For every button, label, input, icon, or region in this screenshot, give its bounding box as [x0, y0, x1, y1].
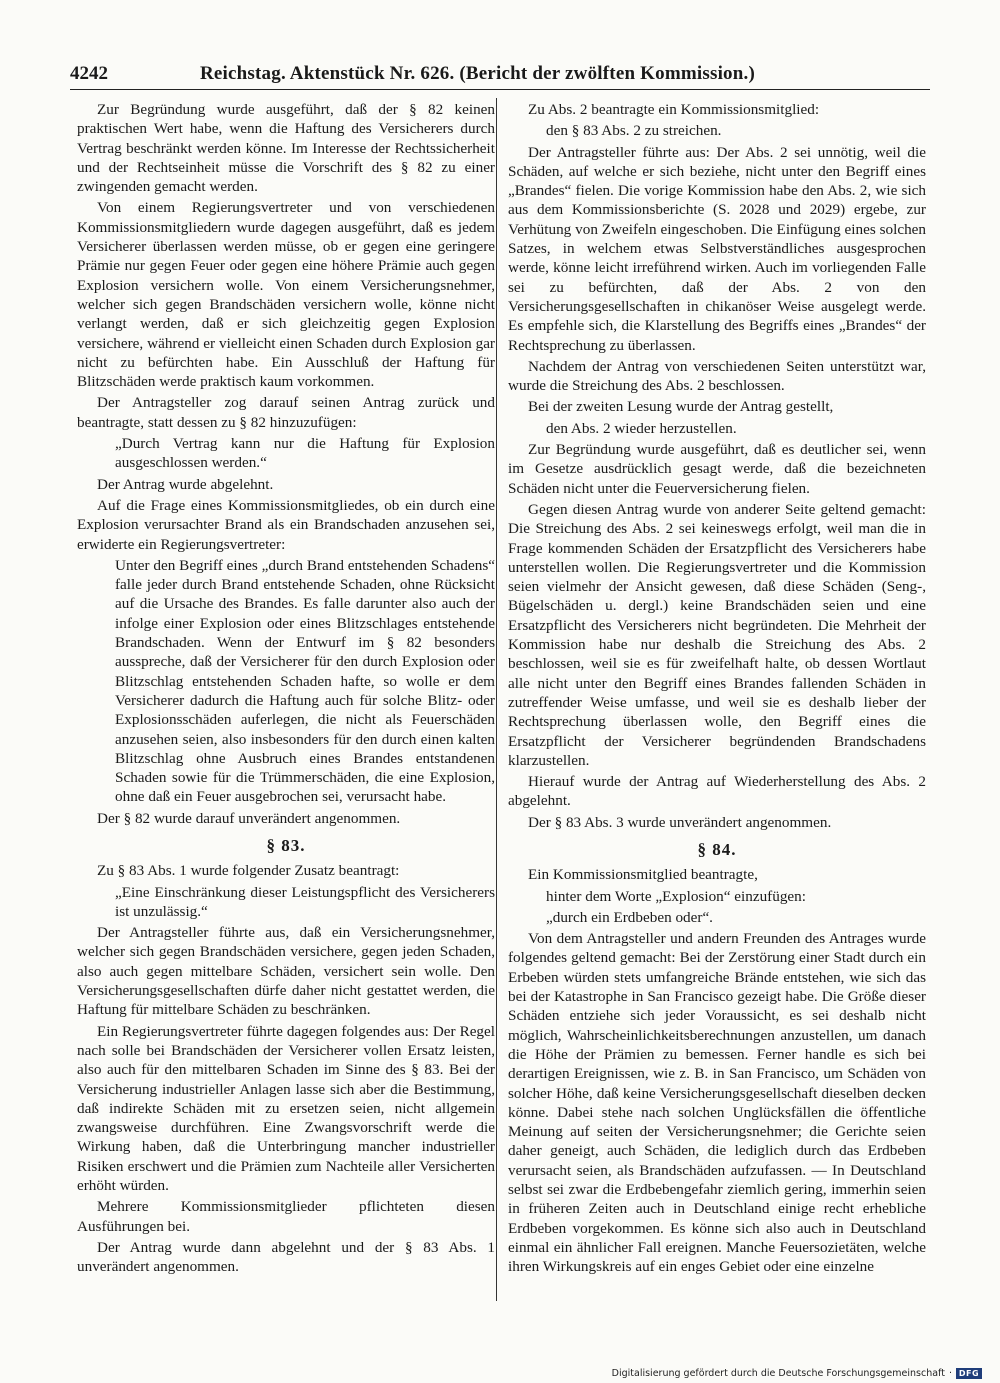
quoted-motion: den § 83 Abs. 2 zu streichen.	[546, 122, 722, 140]
paragraph: Zur Begründung wurde ausgeführt, daß es deutlicher sei, wenn im Gesetze ausdrücklich gesagt werde, daß die bezeichneten Schäden nicht unter die Feuerversicherung fielen.	[508, 441, 926, 497]
quoted-motion: „Durch Vertrag kann nur die Haftung für Explosion ausgeschlossen werden.“	[115, 435, 495, 472]
paragraph: Der Antragsteller führte aus, daß ein Versicherungsnehmer, welcher sich gegen Brandschäden versichere, gegen jeden Schaden, also auch gegen mittelbare Schäden, versichert sein wolle. Den Versicherungsgesellschaften dürfe daher nicht gestattet werden, die Haftung für mittelbare Schäden zu beschränken.	[77, 924, 495, 1019]
section-heading: § 84.	[697, 839, 737, 859]
paragraph: Ein Kommissionsmitglied beantragte,	[528, 866, 758, 884]
paragraph: Hierauf wurde der Antrag auf Wiederherstellung des Abs. 2 abgelehnt.	[508, 773, 926, 810]
page-number: 4242	[70, 63, 108, 84]
paragraph: Auf die Frage eines Kommissionsmitgliedes, ob ein durch eine Explosion verursachter Brand als ein Brandschaden anzusehen sei, erwiderte ein Regierungsvertreter:	[77, 496, 495, 553]
credit-text: Digitalisierung gefördert durch die Deutsche Forschungsgemeinschaft	[611, 1367, 945, 1379]
digitization-credit: Digitalisierung gefördert durch die Deutsche Forschungsgemeinschaft · DFG	[612, 1366, 982, 1380]
right-column	[508, 100, 926, 1279]
paragraph: Zur Begründung wurde ausgeführt, daß der § 82 keinen praktischen Wert habe, wenn die Haftung des Versicherers durch Vertrag beschränkt werden könne. Im Interesse der Rechtssicherheit und der Rechtseinheit müsse die Vorschrift des § 82 zu einer zwingenden gemacht werden.	[77, 101, 495, 196]
quoted-answer: Unter den Begriff eines „durch Brand entstehenden Schadens“ falle jeder durch Brand entstehende Schaden, ohne Rücksicht auf die Ursache des Brandes. Es falle darunter also auch der infolge einer Explosion oder eines Blitzschlages entstehende Brandschaden. Wenn der Entwurf im § 82 besonders ausspreche, daß der Versicherer für den durch Explosion oder Blitzschlag entstehenden Schaden hafte, so wolle er dem Versicherer dadurch die Haftung auch für solche Blitz- oder Explosionsschäden auferlegen, die nicht als Feuerschäden anzusehen seien, also insbesonders für den durch einen kalten Blitzschlag ohne Ausbruch eines Brandes entstandenen Schaden sowie für die Trümmerschäden, die eine Explosion, ohne daß ein Feuer ausgebrochen sei, verursacht habe.	[115, 556, 495, 806]
paragraph: Von einem Regierungsvertreter und von verschiedenen Kommissionsmitgliedern wurde dagegen ausgeführt, daß es jedem Versicherer überlassen werden müsse, ob er gegen eine geringere Prämie nur gegen Feuer oder gegen eine höhere Prämie auch gegen Explosion versichern wolle. Von einem Versicherungsnehmer, welcher sich gegen Brandschäden versichern wolle, könne nicht verlangt werden, daß er sich gleichzeitig gegen Explosion versichere, während er vielleicht einen Schaden durch Explosion gar nicht zu befürchten habe. Ein Ausschluß der Haftung für Blitzschäden werde praktisch kaum vorkommen.	[77, 199, 495, 391]
paragraph: Mehrere Kommissionsmitglieder pflichteten diesen Ausführungen bei.	[77, 1198, 495, 1235]
quoted-motion: hinter dem Worte „Explosion“ einzufügen:	[546, 887, 806, 905]
section-heading: § 83.	[266, 835, 306, 855]
paragraph: Zu § 83 Abs. 1 wurde folgender Zusatz beantragt:	[97, 862, 400, 880]
running-title: Reichstag. Aktenstück Nr. 626. (Bericht der zwölften Kommission.)	[200, 63, 755, 84]
paragraph: Der § 82 wurde darauf unverändert angenommen.	[97, 809, 401, 827]
paragraph: Gegen diesen Antrag wurde von anderer Seite geltend gemacht: Die Streichung des Abs. 2 sei keineswegs erfolgt, weil man die in Frage kommenden Schäden der Ersatzpflicht des Versicherers habe unterstellen wollen. Die Regierungsvertreter und die Kommission seien vielmehr der Ansicht gewesen, daß diese Schäden (Seng-, Bügelschäden u. dergl.) keine Brandschäden seien und eine Ersatzpflicht des Versicherers nicht begründeten. Die Mehrheit der Kommission habe nur deshalb die Streichung des Abs. 2 beschlossen, weil sie es für zweifelhaft halte, ob dessen Wortlaut alle nicht unter den Begriff eines Brandes fallenden Schäden in zutreffender Weise umfasse, und weil sie es deshalb lieber der Rechtsprechung überlassen wolle, den Begriff eines die Ersatzpflicht der Versicherer begründenden Brandschadens klarzustellen.	[508, 500, 926, 769]
quoted-motion: „Eine Einschränkung dieser Leistungspflicht des Versicherers ist unzulässig.“	[115, 883, 495, 920]
page-header	[70, 63, 930, 90]
quoted-motion: den Abs. 2 wieder herzustellen.	[546, 419, 737, 437]
paragraph: Nachdem der Antrag von verschiedenen Seiten unterstützt war, wurde die Streichung des Abs. 2 beschlossen.	[508, 357, 926, 395]
paragraph: Der Antrag wurde abgelehnt.	[97, 475, 274, 493]
quoted-motion: „durch ein Erdbeben oder“.	[546, 908, 713, 926]
column-divider	[496, 98, 497, 1301]
paragraph: Der § 83 Abs. 3 wurde unverändert angenommen.	[528, 813, 832, 831]
paragraph: Der Antragsteller zog darauf seinen Antrag zurück und beantragte, statt dessen zu § 82 hinzuzufügen:	[77, 394, 495, 431]
paragraph: Der Antrag wurde dann abgelehnt und der § 83 Abs. 1 unverändert angenommen.	[77, 1238, 495, 1276]
paragraph: Der Antragsteller führte aus: Der Abs. 2 sei unnötig, weil die Schäden, auf welche er sich beziehe, nicht unter den Begriff eines „Brandes“ fielen. Die vorige Kommission habe den Abs. 2, wie sich aus dem Kommissionsberichte (S. 2028 und 2029) ergebe, zur Verhütung von Zweifeln eingeschoben. Die Einfügung eines solchen Satzes, in welchem etwas Selbstverständliches ausgesprochen werde, könne leicht irreführend wirken. Auch im vorliegenden Falle sei zu befürchten, daß der Abs. 2 von den Versicherungsgesellschaften in chikanöser Weise ausgelegt werde. Es empfehle sich, die Klarstellung des Begriffs eines „Brandes“ der Rechtsprechung zu überlassen.	[508, 143, 926, 354]
paragraph: Zu Abs. 2 beantragte ein Kommissionsmitglied:	[528, 101, 820, 118]
dfg-logo-icon: DFG	[956, 1368, 982, 1379]
left-column	[77, 100, 495, 1279]
paragraph: Ein Regierungsvertreter führte dagegen folgendes aus: Der Regel nach solle bei Brandschäden der Versicherer vollen Ersatz leisten, also auch für den mittelbaren Schaden im Sinne des § 83. Bei der Versicherung industrieller Anlagen lasse sich aber die Bestimmung, daß indirekte Schäden mit zu ersetzen seien, nicht allgemein zwangsweise durchführen. Eine Zwangsvorschrift werde die Wirkung haben, daß die Unterbringung mancher industrieller Risiken erschwert und die Prämien zum Nachteile aller Versicherten erhöht würden.	[77, 1022, 495, 1195]
paragraph: Bei der zweiten Lesung wurde der Antrag gestellt,	[528, 398, 834, 416]
paragraph: Von dem Antragsteller und andern Freunden des Antrages wurde folgendes geltend gemacht: Bei der Zerstörung einer Stadt durch ein Erbeben würden stets umfangreiche Brände entstehen, wie sich das bei der Katastrophe in San Francisco gezeigt habe. Die Größe dieser Schäden entziehe sich jeder Voraussicht, es sei deshalb nicht möglich, Wahrscheinlichkeitsberechnungen anzustellen, um danach die Höhe der Prämien zu bemessen. Ferner handle es sich bei derartigen Ereignissen, wie z. B. in San Francisco, um Schäden von solcher Höhe, daß keine Versicherungsgesellschaft dieselben decken könne. Dabei stehe nach solchen Unglücksfällen die öffentliche Meinung auf seiten der Versicherungsnehmer; die Gerichte seien daher geneigt, auch Schäden, die lediglich durch das Erdbeben verursacht seien, als Brandschäden aufzufassen. — In Deutschland selbst sei zwar die Erdbebengefahr ziemlich gering, immerhin seien in früheren Zeiten auch in Deutschland einige recht erhebliche Erdbeben vorgekommen. Es könne sich also auch in Deutschland einmal ein ähnlicher Fall ereignen. Manche Feuersozietäten, welche ihren Wirkungskreis auf ein enges Gebiet oder eine einzelne	[508, 930, 926, 1276]
